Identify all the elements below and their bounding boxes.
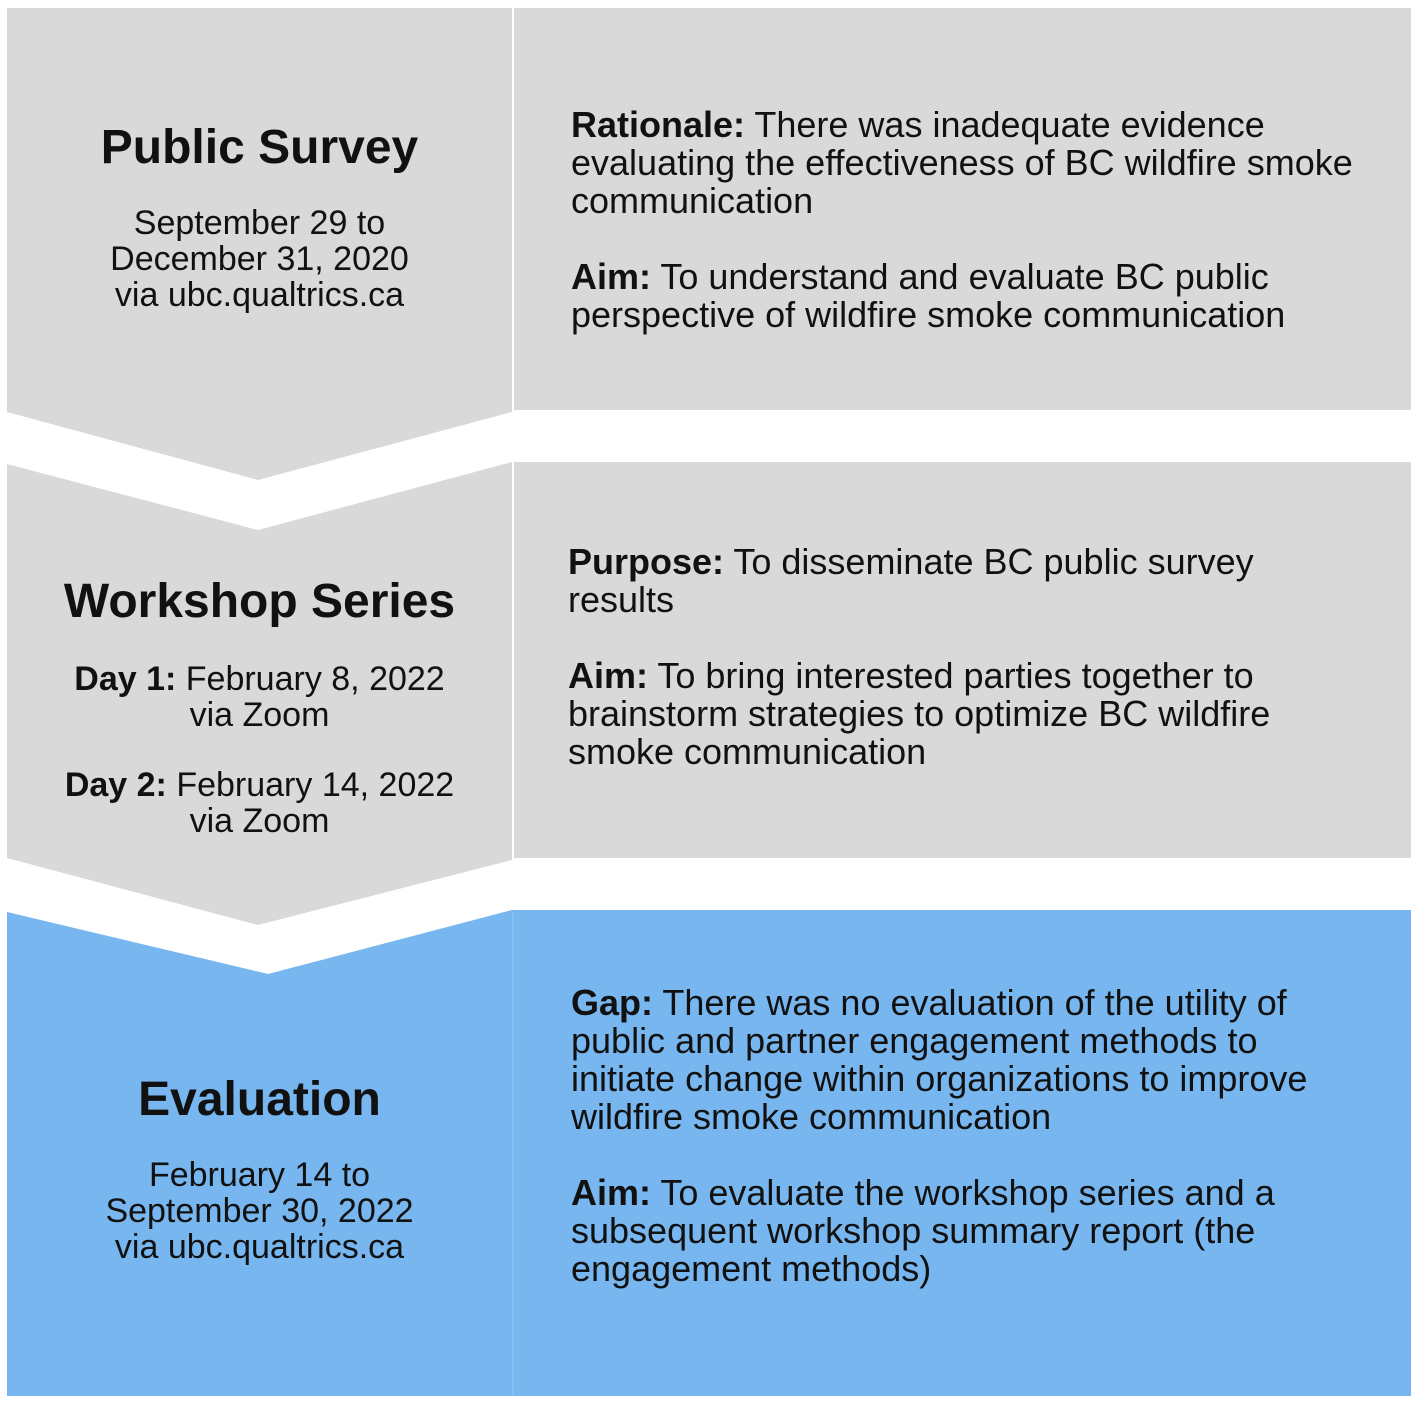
day-2-date: February 14, 2022: [166, 765, 455, 804]
aim-label: Aim:: [568, 655, 648, 696]
date-line: September 30, 2022: [105, 1191, 414, 1230]
workshop-day-1: [7, 661, 512, 733]
day-1-via: via Zoom: [189, 695, 330, 734]
purpose-label: Purpose:: [568, 541, 725, 582]
gap-paragraph: [571, 984, 1361, 1136]
date-line: via ubc.qualtrics.ca: [114, 275, 405, 314]
workshop-days: [7, 661, 512, 839]
aim-label: Aim:: [571, 256, 651, 297]
workshop-series-title: Workshop Series: [63, 575, 456, 628]
date-line: September 29 to: [133, 203, 386, 242]
aim-paragraph: [568, 657, 1368, 771]
workshop-series-description: [568, 543, 1368, 771]
evaluation-description: [571, 984, 1361, 1288]
workshop-series-stage: [7, 576, 512, 839]
evaluation-stage: [7, 1074, 512, 1265]
aim-text: To understand and evaluate BC public perspective of wildfire smoke communication: [571, 256, 1286, 335]
aim-text: To bring interested parties together to brainstorm strategies to optimize BC wildfire smoke communication: [568, 655, 1271, 772]
aim-text: To evaluate the workshop series and a subsequent workshop summary report (the engagement methods): [571, 1172, 1275, 1289]
aim-paragraph: [571, 1174, 1361, 1288]
date-line: December 31, 2020: [110, 239, 409, 278]
public-survey-title: Public Survey: [100, 121, 419, 174]
workshop-day-2: [7, 767, 512, 839]
purpose-paragraph: [568, 543, 1368, 619]
evaluation-dates: [7, 1157, 512, 1265]
day-1-label: Day 1:: [74, 659, 177, 698]
gap-text: There was no evaluation of the utility of public and partner engagement methods to initiate change within organizations to improve wildfire smoke communication: [571, 982, 1308, 1137]
date-line: February 14 to: [148, 1155, 371, 1194]
public-survey-dates: [7, 205, 512, 313]
rationale-text: There was inadequate evidence evaluating the effectiveness of BC wildfire smoke communication: [571, 104, 1353, 221]
day-2-via: via Zoom: [189, 801, 330, 840]
aim-paragraph: [571, 258, 1371, 334]
day-2-label: Day 2:: [64, 765, 167, 804]
public-survey-description: [571, 106, 1371, 334]
day-1-date: February 8, 2022: [176, 659, 445, 698]
rationale-paragraph: [571, 106, 1371, 220]
date-line: via ubc.qualtrics.ca: [114, 1227, 405, 1266]
aim-label: Aim:: [571, 1172, 651, 1213]
gap-label: Gap:: [571, 982, 654, 1023]
rationale-label: Rationale:: [571, 104, 746, 145]
public-survey-stage: [7, 122, 512, 313]
purpose-text: To disseminate BC public survey results: [568, 541, 1254, 620]
evaluation-title: Evaluation: [138, 1073, 381, 1126]
